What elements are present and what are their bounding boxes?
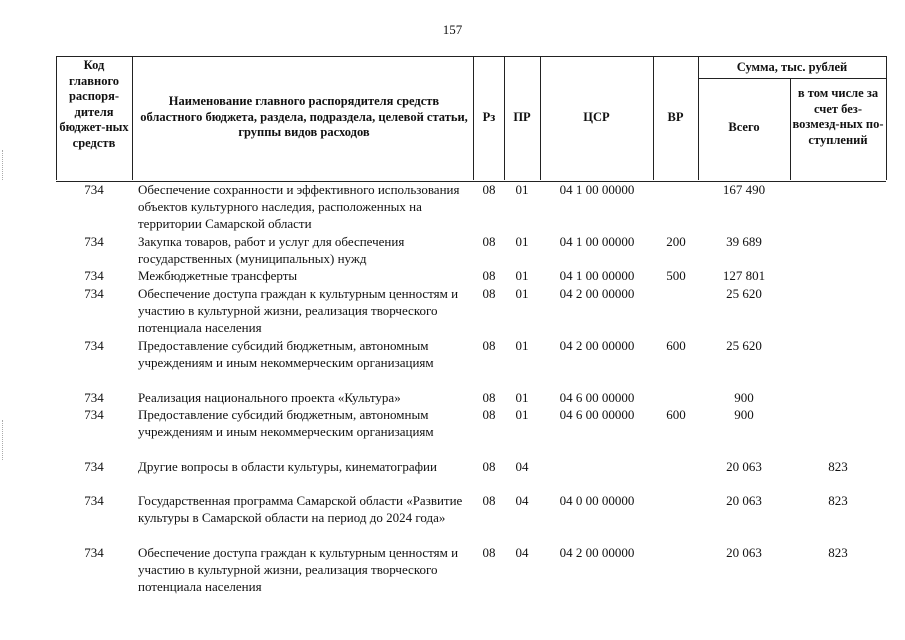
vr-cell: 600 bbox=[666, 338, 686, 353]
grant-cell: 823 bbox=[828, 459, 848, 474]
total-cell: 900 bbox=[734, 407, 754, 422]
pr-cell: 04 bbox=[515, 545, 529, 560]
name-cell: Обеспечение доступа граждан к культурным ценностям и участию в культурной жизни, реализация творческого потенциала населения bbox=[138, 286, 459, 335]
pr-cell: 01 bbox=[515, 390, 529, 405]
name-cell: Предоставление субсидий бюджетным, автономным учреждениям и иным некоммерческим организациям bbox=[138, 407, 434, 439]
pr-cell: 01 bbox=[515, 182, 529, 197]
name-cell: Другие вопросы в области культуры, кинематографии bbox=[138, 459, 437, 474]
total-cell: 127 801 bbox=[722, 268, 766, 283]
rz-cell: 08 bbox=[482, 459, 496, 474]
grant-cell: 823 bbox=[828, 545, 848, 560]
name-cell: Предоставление субсидий бюджетным, автономным учреждениям и иным некоммерческим организациям bbox=[138, 338, 434, 370]
csr-cell: 04 6 00 00000 bbox=[559, 407, 635, 422]
header-divider bbox=[56, 56, 57, 180]
vr-cell: 600 bbox=[666, 407, 686, 422]
header-rz: Рз bbox=[482, 110, 496, 124]
code-cell: 734 bbox=[84, 234, 104, 249]
name-cell: Закупка товаров, работ и услуг для обеспечения государственных (муниципальных) нужд bbox=[138, 234, 405, 266]
csr-cell: 04 1 00 00000 bbox=[559, 182, 635, 197]
scan-artifact bbox=[2, 420, 4, 460]
header-name: Наименование главного распорядителя средств областного бюджета, раздела, подраздела, целевой статьи, группы видов расходов bbox=[140, 94, 468, 139]
code-cell: 734 bbox=[84, 338, 104, 353]
pr-cell: 01 bbox=[515, 268, 529, 283]
csr-cell: 04 6 00 00000 bbox=[559, 390, 635, 405]
total-cell: 167 490 bbox=[722, 182, 766, 197]
code-cell: 734 bbox=[84, 286, 104, 301]
rz-cell: 08 bbox=[482, 390, 496, 405]
code-cell: 734 bbox=[84, 459, 104, 474]
header-divider bbox=[790, 78, 791, 180]
csr-cell: 04 2 00 00000 bbox=[559, 545, 635, 560]
header-grant: в том числе за счет без-возмезд-ных по-ступлений bbox=[792, 86, 884, 147]
header-pr: ПР bbox=[513, 110, 531, 124]
code-cell: 734 bbox=[84, 268, 104, 283]
header-divider bbox=[132, 56, 133, 180]
code-cell: 734 bbox=[84, 407, 104, 422]
csr-cell: 04 2 00 00000 bbox=[559, 286, 635, 301]
rz-cell: 08 bbox=[482, 268, 496, 283]
scan-artifact bbox=[2, 150, 4, 180]
total-cell: 20 063 bbox=[726, 459, 762, 474]
pr-cell: 01 bbox=[515, 407, 529, 422]
pr-cell: 04 bbox=[515, 459, 529, 474]
code-cell: 734 bbox=[84, 545, 104, 560]
pr-cell: 01 bbox=[515, 286, 529, 301]
total-cell: 39 689 bbox=[726, 234, 762, 249]
code-cell: 734 bbox=[84, 390, 104, 405]
rz-cell: 08 bbox=[482, 493, 496, 508]
vr-cell: 200 bbox=[666, 234, 686, 249]
pr-cell: 01 bbox=[515, 338, 529, 353]
grant-cell: 823 bbox=[828, 493, 848, 508]
pr-cell: 01 bbox=[515, 234, 529, 249]
pr-cell: 04 bbox=[515, 493, 529, 508]
total-cell: 900 bbox=[734, 390, 754, 405]
header-code: Код главного распоря-дителя бюджет-ных средств bbox=[59, 58, 129, 150]
csr-cell: 04 2 00 00000 bbox=[559, 338, 635, 353]
vr-cell: 500 bbox=[666, 268, 686, 283]
rz-cell: 08 bbox=[482, 407, 496, 422]
total-cell: 20 063 bbox=[726, 493, 762, 508]
code-cell: 734 bbox=[84, 182, 104, 197]
csr-cell: 04 0 00 00000 bbox=[559, 493, 635, 508]
header-csr: ЦСР bbox=[583, 110, 610, 124]
name-cell: Обеспечение сохранности и эффективного использования объектов культурного наследия, расположенных на территории Самарской области bbox=[138, 182, 460, 231]
name-cell: Обеспечение доступа граждан к культурным ценностям и участию в культурной жизни, реализация творческого потенциала населения bbox=[138, 545, 459, 594]
page-number: 157 bbox=[442, 22, 463, 37]
header-vr: ВР bbox=[667, 110, 684, 124]
header-divider bbox=[698, 78, 886, 79]
name-cell: Реализация национального проекта «Культура» bbox=[138, 390, 401, 405]
rz-cell: 08 bbox=[482, 545, 496, 560]
csr-cell: 04 1 00 00000 bbox=[559, 234, 635, 249]
name-cell: Межбюджетные трансферты bbox=[138, 268, 298, 283]
code-cell: 734 bbox=[84, 493, 104, 508]
rz-cell: 08 bbox=[482, 338, 496, 353]
total-cell: 25 620 bbox=[726, 338, 762, 353]
rz-cell: 08 bbox=[482, 286, 496, 301]
rz-cell: 08 bbox=[482, 182, 496, 197]
total-cell: 25 620 bbox=[726, 286, 762, 301]
header-total: Всего bbox=[728, 120, 760, 134]
header-sum: Сумма, тыс. рублей bbox=[736, 60, 848, 74]
name-cell: Государственная программа Самарской области «Развитие культуры в Самарской области на период до 2024 года» bbox=[138, 493, 463, 525]
header-divider bbox=[886, 56, 887, 180]
total-cell: 20 063 bbox=[726, 545, 762, 560]
rz-cell: 08 bbox=[482, 234, 496, 249]
csr-cell: 04 1 00 00000 bbox=[559, 268, 635, 283]
